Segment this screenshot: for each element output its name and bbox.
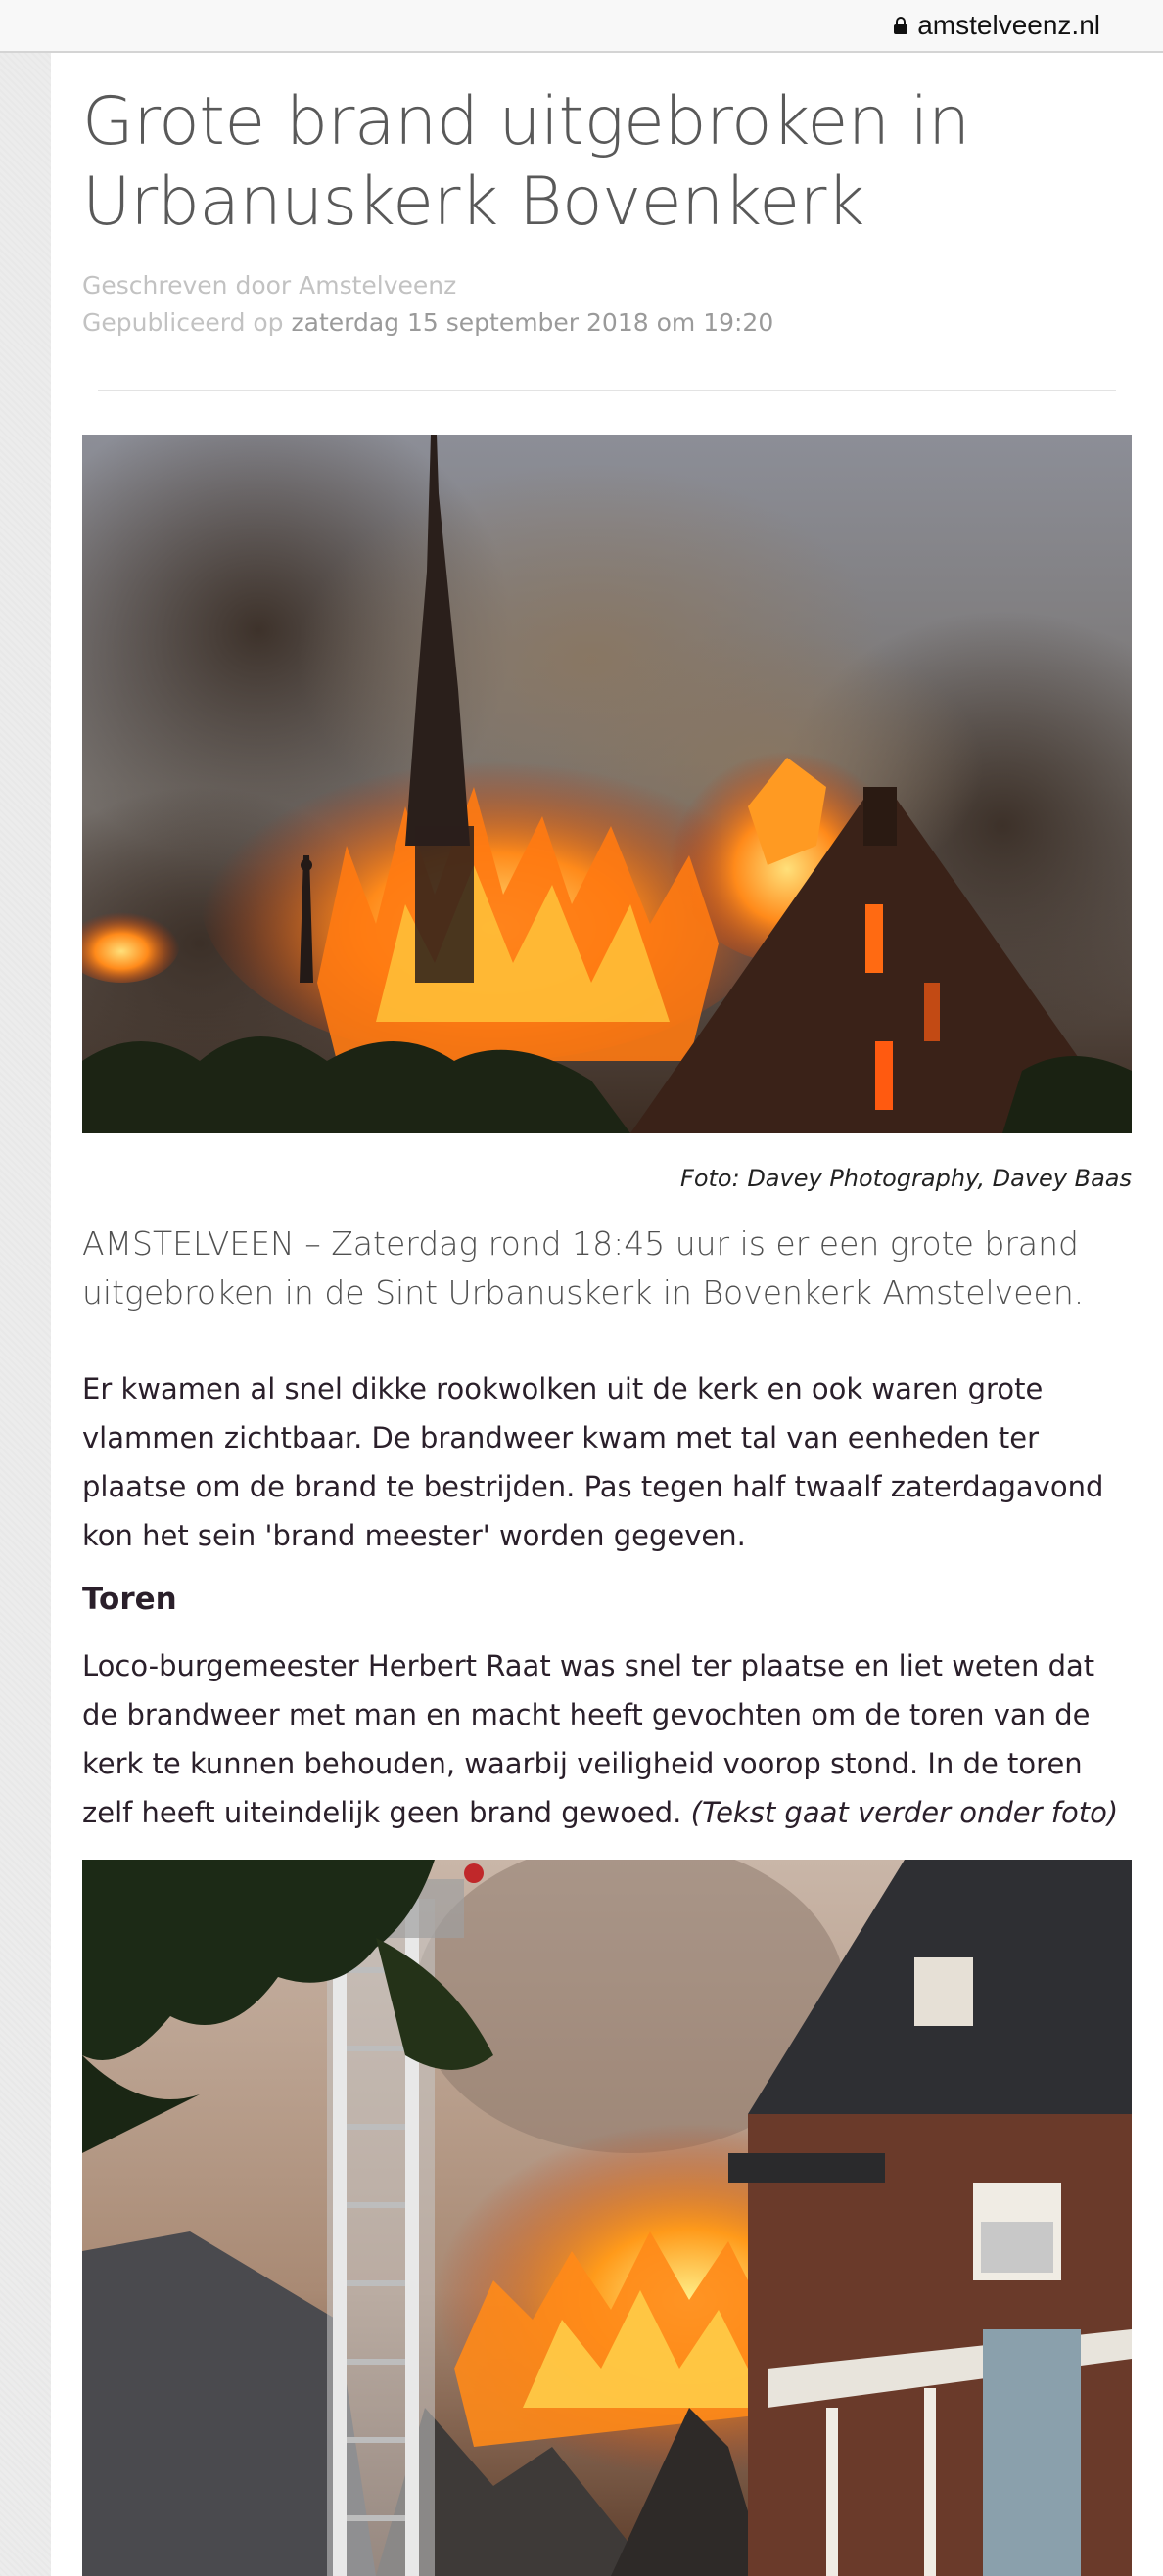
article-author: Geschreven door Amstelveenz: [82, 271, 457, 299]
article-paragraph: [82, 1641, 1132, 1837]
url-text: amstelveenz.nl: [917, 10, 1100, 40]
published-label: Gepubliceerd op: [82, 308, 284, 337]
article-subheading: Toren: [82, 1582, 177, 1617]
published-date: zaterdag 15 september 2018 om 19:20: [291, 308, 774, 337]
browser-address-bar[interactable]: [0, 0, 1163, 53]
article-lead: AMSTELVEEN – Zaterdag rond 18:45 uur is er een grote brand uitgebroken in de Sint Urbanuskerk in Bovenkerk Amstelveen.: [82, 1224, 1085, 1311]
article-published: [82, 305, 773, 341]
article-photo-church-fire: [82, 435, 1132, 1133]
photo-caption: Foto: Davey Photography, Davey Baas: [680, 1165, 1132, 1192]
article-title: Grote brand uitgebroken in Urbanuskerk Bovenkerk: [82, 83, 970, 241]
paragraph-note: (Tekst gaat verder onder foto): [690, 1796, 1119, 1829]
meta-divider: [98, 390, 1116, 391]
article-paragraph: Er kwamen al snel dikke rookwolken uit de kerk en ook waren grote vlammen zichtbaar. De brandweer kwam met tal van eenheden ter plaatse om de brand te bestrijden. Pas tegen half twaalf zaterdagavond kon het sein 'brand meester' worden gegeven.: [82, 1372, 1104, 1552]
paragraph-text: Loco-burgemeester Herbert Raat was snel ter plaatse en liet weten dat de brandweer met man en macht heeft gevochten om de toren van de kerk te kunnen behouden, waarbij veiligheid voorop stond. In de toren zelf heeft uiteindelijk geen brand gewoed.: [82, 1649, 1095, 1829]
article-photo-fire-ladder: [82, 1860, 1132, 2576]
url-display[interactable]: [894, 8, 1100, 43]
lock-icon: [894, 17, 907, 34]
page-side-background: [0, 53, 51, 2576]
article-page: [51, 53, 1163, 2576]
